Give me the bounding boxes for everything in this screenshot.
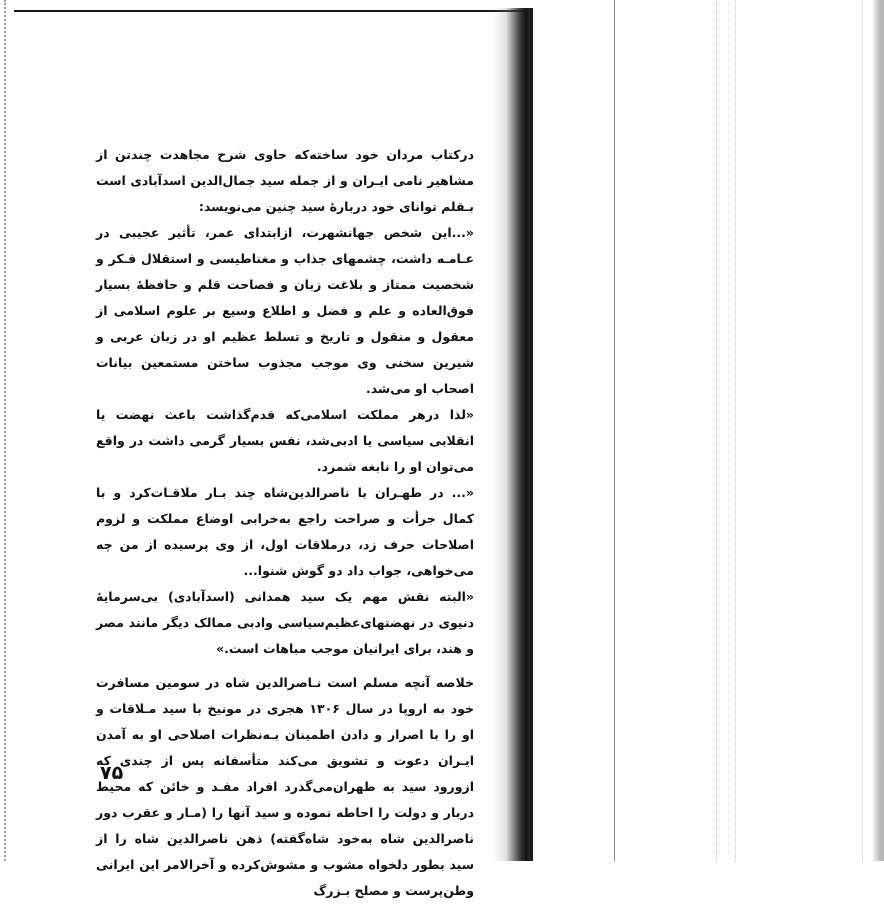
paragraph-quote-2: «لذا درهر مملکت اسلامی‌که قدم‌گذاشت باعث نهضت یا انقلابی سیاسی یا ادبی‌شد، نفس بسیار گرمی داشت در واقع می‌توان او را نابغه شمرد.: [96, 407, 474, 474]
paragraph-intro: درکتاب مردان خود ساخته‌که حاوی شرح مجاهدت چندتن از مشاهیر نامی ایـران و از جمله سید جمال‌الدین اسدآبادی است بـقلم توانای خود دربارهٔ سید چنین می‌نویسد:: [96, 147, 474, 214]
paragraph-quote-1: «...این شخص جهانشهرت، ازابتدای عمر، تأثیر عجیبی در عـامـه داشت، چشمهای جذاب و مغناطیسی و استقلال فـکر و شخصیت ممتاز و بلاغت زبان و فصاحت قلم و حافظهٔ بسیار فوق‌العاده و علم و فضل و اطلاع وسیع بر علوم اسلامی از معقول و منقول و تاریخ و تسلط عظیم او در زبان عربی و شیرین سخنی وی موجب مجذوب ساختن مستمعین بیانات اصحاب او می‌شد.: [96, 225, 474, 396]
paragraph-quote-3: «... در طهـران با ناصرالدین‌شاه چند بـار ملاقـات‌کرد و با کمال جرأت و صراحت راجع به‌خرابی اوضاع مملکت و لزوم اصلاحات حرف زد، درملاقات اول، از وی پرسیده از من چه می‌خواهی، جواب داد دو گوش شنوا...: [96, 485, 474, 578]
page-left-edge: [0, 0, 6, 861]
facing-page-edge: [614, 0, 615, 861]
page-number: ۷۵: [100, 762, 124, 784]
top-rule: [14, 10, 524, 12]
scan-artifact-dots: [716, 0, 718, 861]
right-page-edge: [872, 0, 884, 861]
paragraph-quote-4: «البته نقش مهم یک سید همدانی (اسدآبادی) بی‌سرمایهٔ دنیوی در نهضتهای‌عظیم‌سیاسی وادبی ممالک دیگر مانند مصر و هند، برای ایرانیان موجب مباهات است.»: [96, 589, 474, 656]
book-spine-line: [530, 8, 533, 861]
paragraph-summary: خلاصه آنچه مسلم است نـاصرالدین شاه در سومین مسافرت خود به اروپا در سال ۱۳۰۶ هجری در مونیخ با سید مـلاقات و او را با اصرار و دادن اطمینان بـه‌نظرات اصلاحی او به آمدن ایـران دعوت و تشویق می‌کند متأسفانه پس از چندی که ازورود سید به طهران‌می‌گذرد افراد مفـد و خائن که محیط دربار و دولت را احاطه نموده و سید آنها را (مـار و عقرب دور ناصرالدین شاه به‌خود شاه‌گفته) ذهن ناصرالدین شاه را از سید بطور دلخواه مشوب و مشوش‌کرده و آخرالامر این ایرانی وطن‌پرست و مصلح بـزرگ: [96, 675, 475, 898]
scan-artifact-dots: [862, 0, 864, 861]
scan-artifact-dots: [735, 0, 737, 861]
book-spine-shadow: [492, 8, 532, 861]
body-text: [96, 142, 474, 904]
